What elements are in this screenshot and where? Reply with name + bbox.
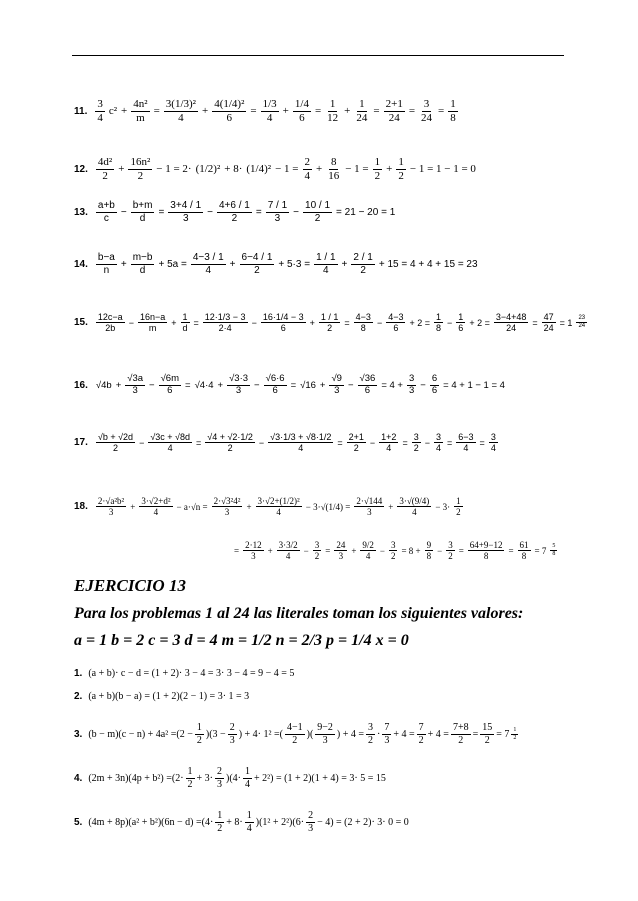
variable-values-line: a = 1 b = 2 c = 3 d = 4 m = 1/2 n = 2/3 p = 1/4 x = 0 [74,632,409,649]
problem-number: 12. [74,163,88,175]
problem-12: 12. $\frac{\text{4d²}}{2}$ + $\frac{\text{16n²}}{2}$ − 1 = 2· (1/2)² + 8· (1/4)² − 1 = $\frac{2}{4}$ + $\frac{8}{16}$ − 1 = $\frac{1}{2}$ + $\frac{1}{2}$ − 1 = 1 − 1 = 0 [74,156,476,182]
problem-number: 16. [74,379,88,391]
problem-number: 3. [74,728,83,740]
problem-4: 4. (2m + 3n)(4p + b²) = (2· $\frac{1}{2}$ + 3· $\frac{2}{3}$ )(4· $\frac{1}{4}$ + 2²) = (1 + 2)(1 + 4) = 3· 5 = 15 [74,766,386,790]
problem-16: 16. √4b + $\frac{√3a}{3}$ − $\frac{√6m}{6}$ = √4·4 + $\frac{√3\cdot 3}{3}$ − $\frac{√6\cdot 6}{6}$ = √16 + $\frac{√9}{3}$ − $\frac{√36}{6}$ = 4 + $\frac{3}{3}$ − $\frac{6}{6}$ = 4 + 1 − 1 = 4 [74,373,505,396]
problem-13: 13. $\frac{a+b}{c}$ − $\frac{b+m}{d}$ = $\frac{3+4 / 1}{3}$ − $\frac{4+6 / 1}{2}$ = $\frac{7 / 1}{3}$ − $\frac{10 / 1}{2}$ = 21 − 20 = 1 [74,200,396,224]
problem-18: 18. $\frac{\text{2·√a²b²}}{3}$ + $\frac{\text{3·√2+d²}}{4}$ − a·√n = $\frac{\text{2·√3²4²}}{3}$ + $\frac{\text{3·√2+(1/2)²}}{4}$ − 3·√(1/4) = $\frac{2\cdot√144}{3}$ + $\frac{3\cdot√(9/4)}{4}$ − 3· $\frac{1}{2}$ [74,496,461,518]
header-rule [72,55,564,56]
problem-number: 2. [74,691,83,702]
problem-number: 13. [74,206,88,218]
problem-17: 17. $\frac{√b + √2d}{2}$ − $\frac{√3c + √8d}{4}$ = $\frac{√4 + √2\cdot 1/2}{2}$ − $\frac{√3\cdot 1/3 + √8\cdot 1/2}{4}$ = $\frac{2+1}{2}$ − $\frac{1+2}{4}$ = $\frac{3}{2}$ − $\frac{3}{4}$ = $\frac{6-3}{4}$ = $\frac{3}{4}$ [74,432,496,454]
exercise-heading: EJERCICIO 13 [74,576,186,595]
problem-14: 14. $\frac{b-a}{n}$ + $\frac{m-b}{d}$ + 5a = $\frac{4-3 / 1}{4}$ + $\frac{6-4 / 1}{2}$ + 5·3 = $\frac{1 / 1}{4}$ + $\frac{2 / 1}{2}$ + 15 = 4 + 4 + 15 = 23 [74,252,478,276]
problem-number: 17. [74,437,88,449]
problem-5: 5. (4m + 8p)(a² + b²)(6n − d) = (4· $\frac{1}{2}$ + 8· $\frac{1}{4}$ )(1² + 2²)(6· $\frac{2}{3}$ − 4) = (2 + 2)· 3· 0 = 0 [74,810,409,834]
problem-number: 18. [74,501,88,513]
problem-2: 2. (a + b)(b − a) = (1 + 2)(2 − 1) = 3· 1 = 3 [74,691,250,702]
instructions-line: Para los problemas 1 al 24 las literales toman los siguientes valores: [74,605,524,622]
problem-number: 4. [74,772,83,784]
problem-18-continuation: = $\frac{2\cdot 12}{3}$ + $\frac{3\cdot 3/2}{4}$ − $\frac{3}{2}$ = $\frac{24}{3}$ + $\frac{9/2}{4}$ − $\frac{3}{2}$ = 8 + $\frac{9}{8}$ − $\frac{3}{2}$ = $\frac{64+9-12}{8}$ = $\frac{61}{8}$ = 7 $\frac{5}{8}$ [234,540,556,562]
problem-1: 1. (a + b)· c − d = (1 + 2)· 3 − 4 = 3· 3 − 4 = 9 − 4 = 5 [74,668,295,679]
problem-15: 15. $\frac{12c-a}{2b}$ − $\frac{16n-a}{m}$ + $\frac{1}{d}$ = $\frac{12\cdot 1/3 - 3}{2\cdot 4}$ − $\frac{16\cdot 1/4 - 3}{6}$ + $\frac{1 / 1}{2}$ = $\frac{4-3}{8}$ − $\frac{4-3}{6}$ + 2 = $\frac{1}{8}$ − $\frac{1}{6}$ + 2 = $\frac{3-4+48}{24}$ = $\frac{47}{24}$ = 1 $\frac{23}{24}$ [74,312,586,334]
problem-number: 11. [74,105,88,117]
problem-number: 5. [74,816,83,828]
problem-number: 15. [74,317,88,329]
problem-number: 14. [74,258,88,270]
problem-11: 11. $\frac{3}{4}$ c² + $\frac{\text{4n²}}{m}$ = $\frac{\text{3(1/3)²}}{4}$ + $\frac{\text{4(1/4)²}}{6}$ = $\frac{1/3}{4}$ + $\frac{1/4}{6}$ = $\frac{1}{12}$ + $\frac{1}{24}$ = $\frac{2+1}{24}$ = $\frac{3}{24}$ = $\frac{1}{8}$ [74,98,456,124]
problem-3: 3. (b − m)(c − n) + 4a² = (2 − $\frac{1}{2}$ )(3 − $\frac{2}{3}$ ) + 4· 1² = ( $\frac{4-1}{2}$ )( $\frac{9-2}{3}$ ) + 4 = $\frac{3}{2}$ · $\frac{7}{3}$ + 4 = $\frac{7}{2}$ + 4 = $\frac{7+8}{2}$ = $\frac{15}{2}$ = 7 $\frac{1}{2}$ [74,722,517,746]
problem-number: 1. [74,668,83,679]
